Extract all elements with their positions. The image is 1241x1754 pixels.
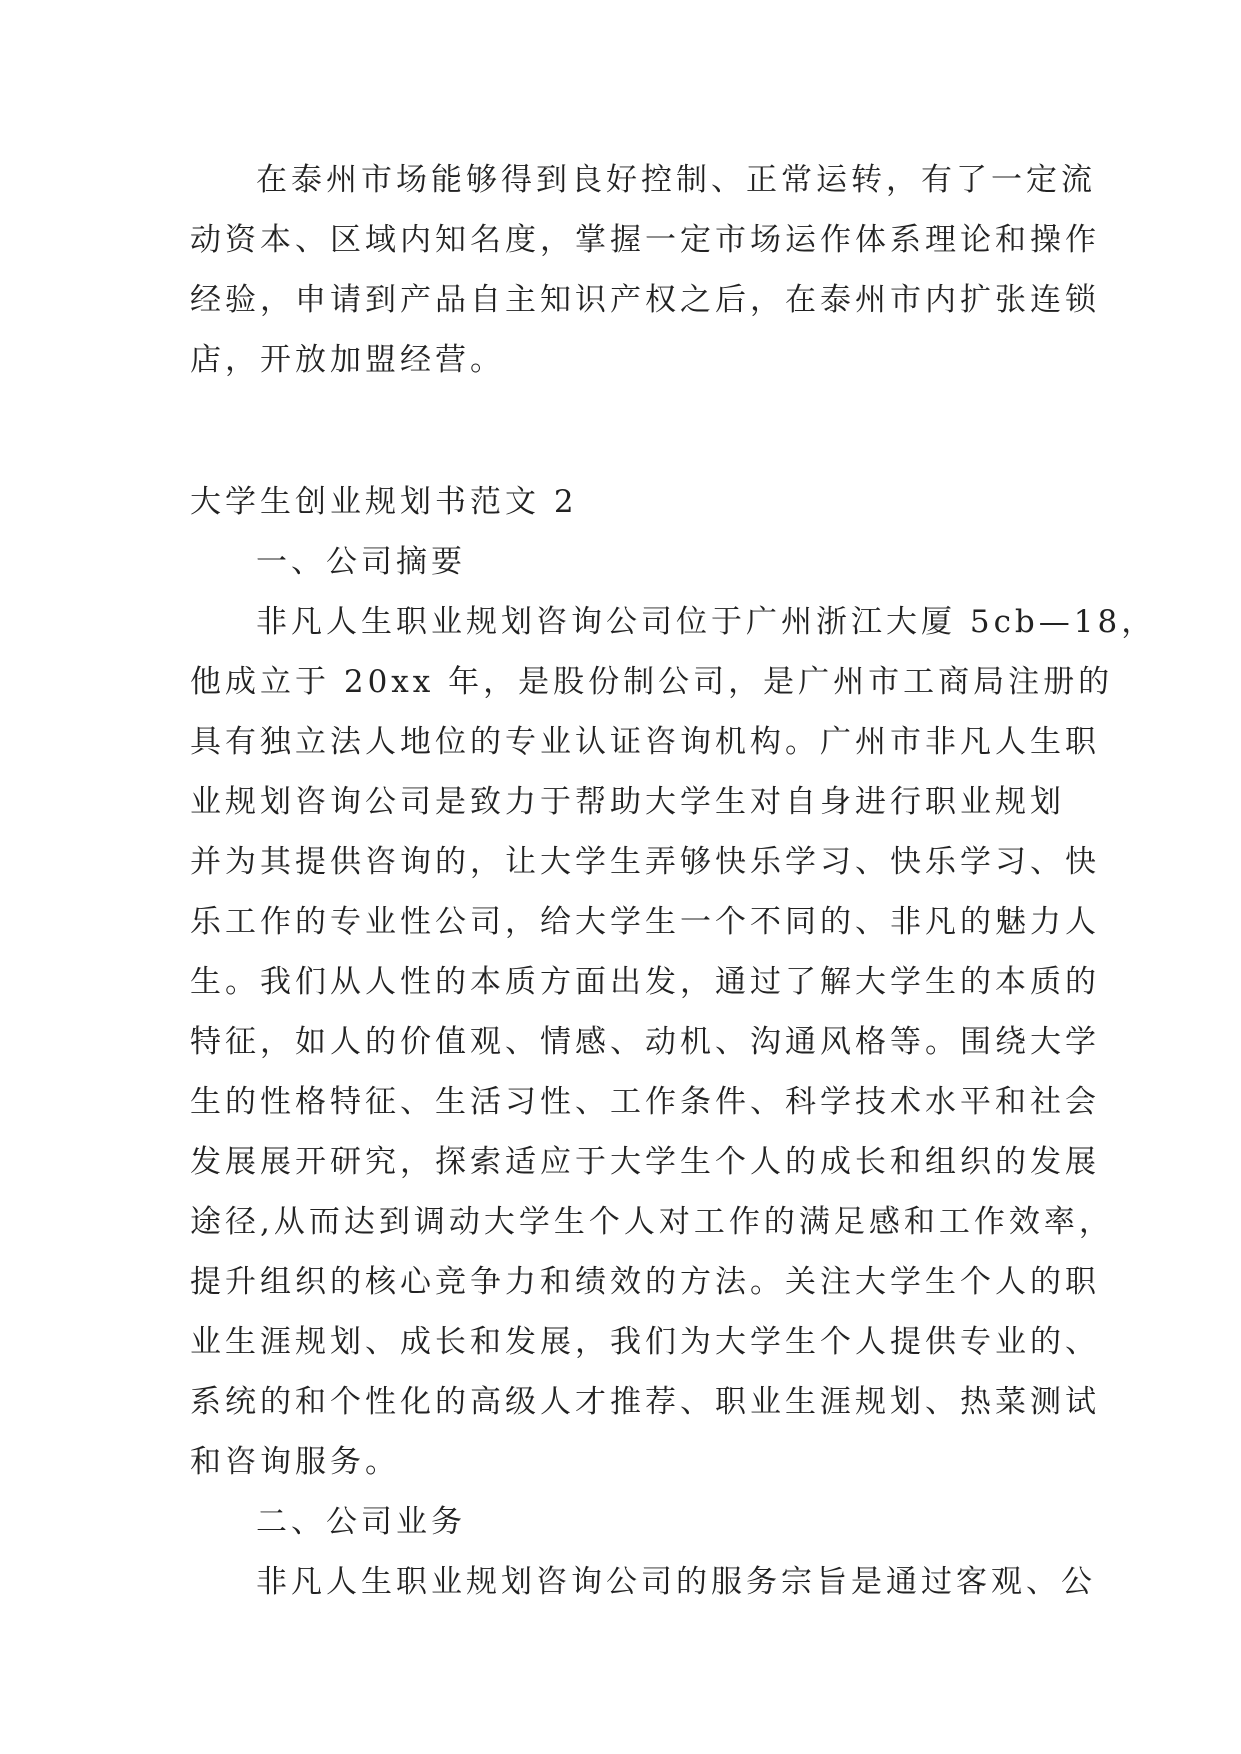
section-heading: 一、公司摘要 [256,544,466,580]
paragraph-line: 提升组织的核心竞争力和绩效的方法。关注大学生个人的职 [190,1264,1100,1300]
paragraph-line: 和咨询服务。 [190,1444,400,1480]
paragraph-line: 店，开放加盟经营。 [190,342,505,378]
document-page [190,150,1157,1612]
paragraph-line: 生。我们从人性的本质方面出发，通过了解大学生的本质的 [190,964,1100,1000]
paragraph-line: 经验，申请到产品自主知识产权之后，在泰州市内扩张连锁 [190,282,1100,318]
paragraph-line: 特征，如人的价值观、情感、动机、沟通风格等。围绕大学 [190,1024,1100,1060]
paragraph-line: 非凡人生职业规划咨询公司位于广州浙江大厦 5cb—18， [256,604,1157,640]
paragraph-line: 他成立于 20xx 年，是股份制公司，是广州市工商局注册的 [190,664,1114,700]
spacer [190,390,1050,472]
paragraph-line: 途径,从而达到调动大学生个人对工作的满足感和工作效率， [190,1204,1114,1240]
paragraph-line: 乐工作的专业性公司，给大学生一个不同的、非凡的魅力人 [190,904,1100,940]
paragraph-line: 动资本、区域内知名度，掌握一定市场运作体系理论和操作 [190,222,1100,258]
paragraph-line: 非凡人生职业规划咨询公司的服务宗旨是通过客观、公 [256,1564,1096,1600]
paragraph-line: 并为其提供咨询的，让大学生弄够快乐学习、快乐学习、快 [190,844,1100,880]
paragraph-line: 具有独立法人地位的专业认证咨询机构。广州市非凡人生职 [190,724,1100,760]
paragraph-line: 发展展开研究，探索适应于大学生个人的成长和组织的发展 [190,1144,1100,1180]
section-heading: 二、公司业务 [256,1504,466,1540]
paragraph-line: 系统的和个性化的高级人才推荐、职业生涯规划、热菜测试 [190,1384,1100,1420]
paragraph-line: 业生涯规划、成长和发展，我们为大学生个人提供专业的、 [190,1324,1100,1360]
paragraph-line: 在泰州市场能够得到良好控制、正常运转，有了一定流 [256,162,1096,198]
paragraph-line: 业规划咨询公司是致力于帮助大学生对自身进行职业规划 [190,784,1065,820]
paragraph-line: 生的性格特征、生活习性、工作条件、科学技术水平和社会 [190,1084,1100,1120]
document-title: 大学生创业规划书范文 2 [190,484,578,520]
